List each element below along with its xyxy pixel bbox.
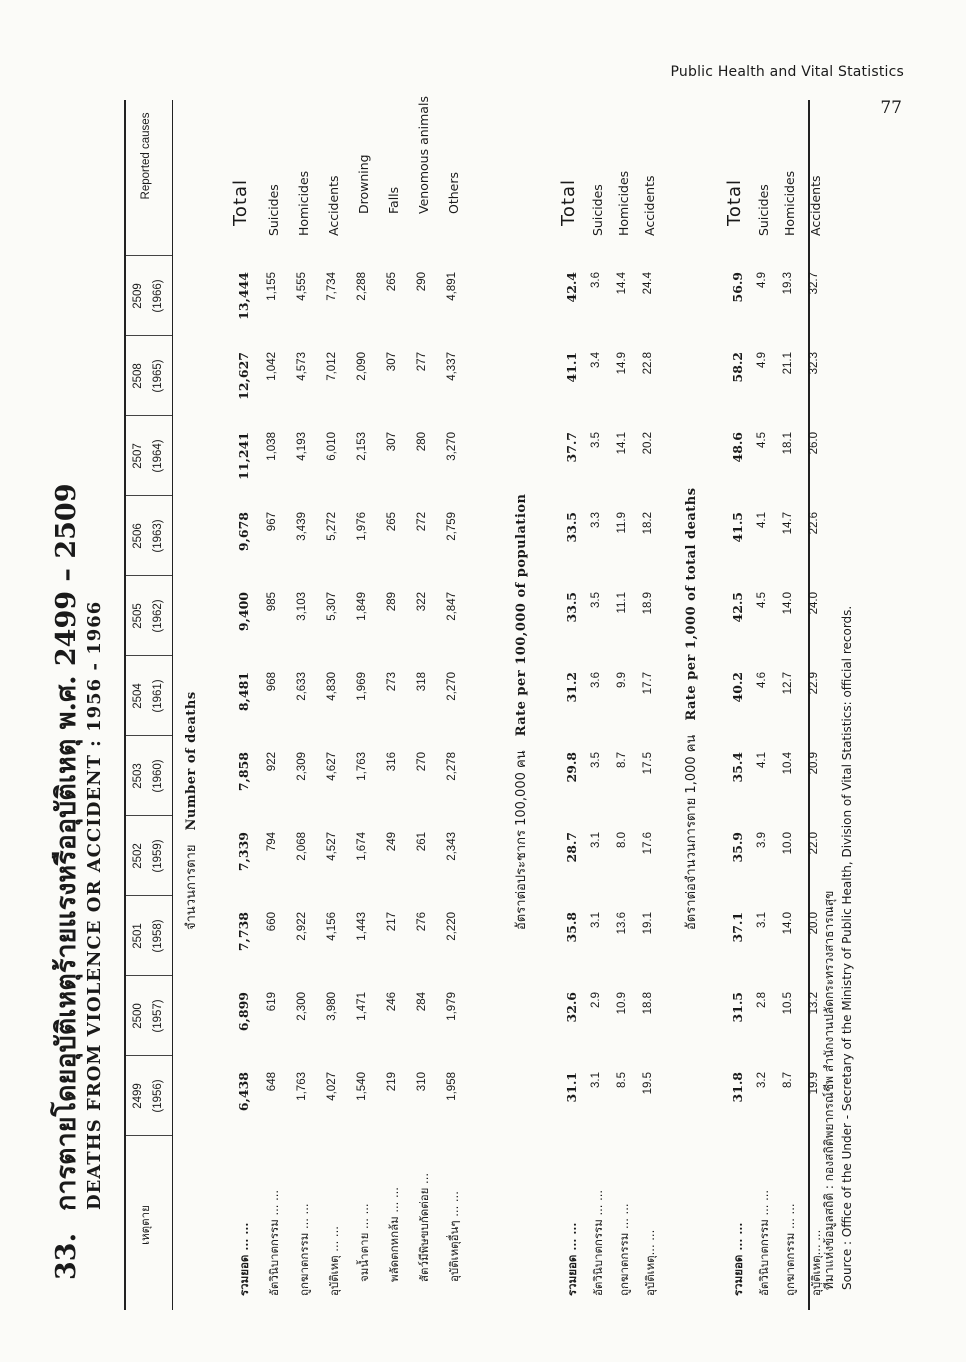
table-cell: 4,891: [446, 272, 458, 301]
table-cell: 2,153: [356, 432, 368, 461]
table-cell: 28.7: [564, 832, 579, 863]
table-cell: 7,738: [236, 912, 251, 952]
row-label-thai: รวมยอด ... ...: [565, 1222, 579, 1296]
year-header: 2509: [132, 283, 144, 309]
row-label-thai: อัตวินิบาตกรรม ... ...: [267, 1189, 281, 1296]
table-cell: 619: [266, 992, 278, 1012]
table-cell: 284: [416, 992, 428, 1012]
table-cell: 31.8: [730, 1072, 745, 1103]
table-cell: 2.9: [590, 992, 602, 1008]
table-cell: 2,343: [446, 832, 458, 861]
year-header-ad: (1960): [152, 759, 164, 793]
table-cell: 4.5: [756, 432, 768, 448]
row-label-english: Drowning: [356, 154, 371, 214]
table-cell: 18.1: [782, 432, 794, 455]
table-cell: 20.2: [642, 432, 654, 455]
table-cell: 1,849: [356, 592, 368, 621]
table-cell: 41.1: [564, 352, 579, 383]
table-cell: 48.6: [730, 432, 745, 463]
row-label-thai: พลัดตกหกล้ม ... ...: [387, 1187, 401, 1282]
table-cell: 11.9: [616, 512, 628, 534]
table-cell: 26.0: [808, 432, 820, 455]
table-cell: 1,540: [356, 1072, 368, 1101]
table-cell: 3.1: [590, 832, 602, 848]
table-cell: 21.1: [782, 352, 794, 375]
table-cell: 4,830: [326, 672, 338, 701]
row-label-english: Total: [558, 178, 579, 226]
table-cell: 4,555: [296, 272, 308, 301]
year-header: 2500: [132, 1003, 144, 1029]
table-cell: 648: [266, 1072, 278, 1092]
table-cell: 56.9: [730, 272, 745, 303]
table-cell: 1,763: [356, 752, 368, 781]
table-cell: 217: [386, 912, 398, 932]
table-cell: 6,010: [326, 432, 338, 461]
table-cell: 3.1: [590, 1072, 602, 1088]
table-cell: 270: [416, 752, 428, 772]
table-cell: 3,439: [296, 512, 308, 541]
table-cell: 18.9: [642, 592, 654, 615]
table-cell: 33.5: [564, 592, 579, 623]
table-cell: 310: [416, 1072, 428, 1092]
year-header: 2499: [132, 1083, 144, 1109]
table-cell: 19.5: [642, 1072, 654, 1095]
year-header-ad: (1958): [152, 919, 164, 953]
table-cell: 19.3: [782, 272, 794, 295]
table-cell: 31.5: [730, 992, 745, 1023]
row-label-thai: รวมยอด ... ...: [731, 1222, 745, 1296]
table-cell: 3.5: [590, 752, 602, 768]
table-cell: 273: [386, 672, 398, 692]
table-cell: 2,220: [446, 912, 458, 941]
table-cell: 14.0: [782, 592, 794, 615]
table-cell: 3.3: [590, 512, 602, 528]
table-cell: 3.2: [756, 1072, 768, 1088]
year-header-ad: (1963): [152, 519, 164, 553]
running-head: Public Health and Vital Statistics: [670, 64, 904, 80]
table-cell: 3.1: [756, 912, 768, 928]
row-label-english: Total: [230, 178, 251, 226]
table-cell: 42.4: [564, 272, 579, 303]
table-cell: 4,573: [296, 352, 308, 381]
section-title-english: Rate per 1,000 of total deaths: [684, 487, 699, 721]
table-cell: 31.1: [564, 1072, 579, 1103]
table-cell: 1,976: [356, 512, 368, 541]
row-label-english: Accidents: [808, 175, 823, 236]
row-label-english: Homicides: [616, 170, 631, 236]
section-title-thai: อัตราต่อจำนวนการตาย 1,000 คน: [684, 734, 699, 930]
table-cell: 307: [386, 352, 398, 372]
table-cell: 8.0: [616, 832, 628, 848]
table-cell: 3,103: [296, 592, 308, 621]
table-cell: 10.5: [782, 992, 794, 1015]
row-label-thai: อุบัติเหตุ... ...: [809, 1229, 823, 1296]
table-cell: 5,307: [326, 592, 338, 621]
table-cell: 24.4: [642, 272, 654, 295]
table-cell: 24.0: [808, 592, 820, 615]
row-label-thai: อุบัติเหตุ... ...: [643, 1229, 657, 1296]
table-cell: 265: [386, 272, 398, 292]
table-cell: 2,633: [296, 672, 308, 701]
table-cell: 3.5: [590, 432, 602, 448]
table-cell: 1,042: [266, 352, 278, 381]
section-title-thai: อัตราต่อประชากร 100,000 คน: [514, 750, 529, 930]
table-cell: 12.7: [782, 672, 794, 695]
table-cell: 17.7: [642, 672, 654, 695]
table-cell: 3.1: [590, 912, 602, 928]
table-cell: 265: [386, 512, 398, 532]
table-cell: 8.5: [616, 1072, 628, 1088]
table-cell: 35.4: [730, 752, 745, 783]
table-cell: 3.4: [590, 352, 602, 368]
table-cell: 3.5: [590, 592, 602, 608]
header-cause-thai: เหตุตาย: [140, 1205, 152, 1245]
table-cell: 967: [266, 512, 278, 532]
table-cell: 3,270: [446, 432, 458, 461]
year-header-ad: (1965): [152, 359, 164, 393]
table-cell: 660: [266, 912, 278, 932]
table-cell: 276: [416, 912, 428, 932]
table-cell: 4.9: [756, 272, 768, 288]
table-cell: 5,272: [326, 512, 338, 541]
table-cell: 7,858: [236, 752, 251, 792]
table-cell: 289: [386, 592, 398, 612]
row-label-thai: จมน้ำตาย ... ...: [357, 1203, 371, 1282]
table-cell: 1,674: [356, 832, 368, 861]
table-cell: 2,847: [446, 592, 458, 621]
row-label-thai: อุบัติเหตุอื่นๆ ... ...: [447, 1191, 461, 1282]
table-cell: 316: [386, 752, 398, 772]
year-header-ad: (1964): [152, 439, 164, 473]
row-label-thai: อัตวินิบาตกรรม ... ...: [591, 1189, 605, 1296]
table-cell: 2,288: [356, 272, 368, 301]
table-cell: 31.2: [564, 672, 579, 703]
year-header-ad: (1966): [152, 279, 164, 313]
table-cell: 10.4: [782, 752, 794, 775]
table-cell: 4.9: [756, 352, 768, 368]
table-cell: 8,481: [236, 672, 251, 712]
table-cell: 1,155: [266, 272, 278, 301]
table-cell: 22.8: [642, 352, 654, 375]
row-label-thai: ถูกฆาตกรรม ... ...: [617, 1203, 631, 1296]
table-cell: 261: [416, 832, 428, 852]
row-label-english: Venomous animals: [416, 96, 431, 214]
year-header: 2501: [132, 923, 144, 949]
table-cell: 19.9: [808, 1072, 820, 1095]
table-cell: 307: [386, 432, 398, 452]
table-cell: 1,958: [446, 1072, 458, 1101]
table-cell: 11,241: [236, 432, 251, 480]
row-label-thai: อุบัติเหตุ ... ...: [327, 1226, 341, 1296]
year-header: 2506: [132, 523, 144, 549]
table-cell: 280: [416, 432, 428, 452]
table-cell: 14.9: [616, 352, 628, 375]
table-cell: 4,156: [326, 912, 338, 941]
table-cell: 18.2: [642, 512, 654, 535]
table-cell: 29.8: [564, 752, 579, 783]
source-english: Source : Office of the Under - Secretary of the Ministry of Public Health, Division of Vital Statistics: official records.: [840, 605, 854, 1290]
table-cell: 2,270: [446, 672, 458, 701]
row-label-thai: อัตวินิบาตกรรม ... ...: [757, 1189, 771, 1296]
table-cell: 2,759: [446, 512, 458, 541]
table-cell: 4.1: [756, 512, 768, 528]
table-cell: 7,734: [326, 272, 338, 301]
row-label-english: Accidents: [326, 175, 341, 236]
table-cell: 4.6: [756, 672, 768, 688]
table-cell: 2,068: [296, 832, 308, 861]
year-header: 2507: [132, 443, 144, 469]
source-thai: ที่มาแห่งข้อมูลสถิติ : กองสถิติพยากรณ์ชีพ สำนักงานปลัดกระทรวงสาธารณสุข: [822, 890, 836, 1290]
table-cell: 318: [416, 672, 428, 692]
year-header-ad: (1956): [152, 1079, 164, 1113]
row-label-english: Accidents: [642, 175, 657, 236]
table-cell: 9.9: [616, 672, 628, 688]
table-cell: 1,969: [356, 672, 368, 701]
table-number: 33.: [51, 1233, 82, 1280]
table-cell: 22.6: [808, 512, 820, 535]
table-cell: 19.1: [642, 912, 654, 935]
table-cell: 922: [266, 752, 278, 772]
table-cell: 11.1: [616, 592, 628, 614]
row-label-english: Homicides: [296, 170, 311, 236]
table-cell: 4,193: [296, 432, 308, 461]
table-cell: 272: [416, 512, 428, 532]
table-cell: 6,438: [236, 1072, 251, 1112]
table-cell: 33.5: [564, 512, 579, 543]
table-cell: 8.7: [782, 1072, 794, 1088]
section-title-english: Rate per 100,000 of population: [514, 493, 529, 737]
row-label-english: Suicides: [590, 184, 605, 236]
table-title-thai: [44, 484, 87, 1280]
table-cell: 14.1: [616, 432, 628, 455]
table-cell: 42.5: [730, 592, 745, 623]
table-top-rule: [124, 100, 126, 1310]
year-header: 2502: [132, 843, 144, 869]
table-cell: 41.5: [730, 512, 745, 543]
table-cell: 3,980: [326, 992, 338, 1021]
table-cell: 1,979: [446, 992, 458, 1021]
table-cell: 1,763: [296, 1072, 308, 1101]
row-label-english: Suicides: [756, 184, 771, 236]
year-header: 2504: [132, 683, 144, 709]
table-cell: 968: [266, 672, 278, 692]
header-bottom-rule: [172, 100, 173, 1310]
table-cell: 4,027: [326, 1072, 338, 1101]
table-cell: 9,678: [236, 512, 251, 552]
table-cell: 2.8: [756, 992, 768, 1008]
row-label-thai: สัตว์มีพิษขบกัดต่อย ...: [417, 1172, 431, 1282]
table-title-english: DEATHS FROM VIOLENCE OR ACCIDENT : 1956 - 1966: [84, 600, 105, 1210]
table-cell: 1,443: [356, 912, 368, 941]
year-header-ad: (1957): [152, 999, 164, 1033]
table-cell: 14.0: [782, 912, 794, 935]
row-label-thai: ถูกฆาตกรรม ... ...: [783, 1203, 797, 1296]
row-label-thai: ถูกฆาตกรรม ... ...: [297, 1203, 311, 1296]
year-header-ad: (1962): [152, 599, 164, 633]
table-cell: 10.9: [616, 992, 628, 1015]
table-cell: 290: [416, 272, 428, 292]
table-cell: 322: [416, 592, 428, 612]
table-cell: 985: [266, 592, 278, 612]
table-cell: 32.7: [808, 272, 820, 295]
row-label-english: Others: [446, 171, 461, 214]
table-cell: 13.2: [808, 992, 820, 1015]
row-label-english: Total: [724, 178, 745, 226]
section-heading: [680, 487, 701, 930]
table-cell: 4.1: [756, 752, 768, 768]
table-cell: 18.8: [642, 992, 654, 1015]
table-cell: 20.9: [808, 752, 820, 775]
section-heading: [180, 691, 201, 930]
table-cell: 37.7: [564, 432, 579, 463]
table-cell: 1,038: [266, 432, 278, 461]
table-cell: 14.4: [616, 272, 628, 295]
table-cell: 22.9: [808, 672, 820, 695]
table-cell: 32.6: [564, 992, 579, 1023]
table-cell: 2,278: [446, 752, 458, 781]
table-cell: 58.2: [730, 352, 745, 383]
table-cell: 277: [416, 352, 428, 372]
table-cell: 10.0: [782, 832, 794, 855]
row-label-english: Suicides: [266, 184, 281, 236]
table-cell: 35.8: [564, 912, 579, 943]
year-header-ad: (1959): [152, 839, 164, 873]
table-cell: 1,471: [356, 992, 368, 1021]
table-cell: 37.1: [730, 912, 745, 943]
table-cell: 2,309: [296, 752, 308, 781]
year-header: 2508: [132, 363, 144, 389]
table-cell: 794: [266, 832, 278, 852]
header-cause-english: Reported causes: [140, 112, 152, 200]
table-cell: 20.0: [808, 912, 820, 935]
table-cell: 13,444: [236, 272, 251, 320]
table-cell: 32.3: [808, 352, 820, 375]
table-cell: 22.0: [808, 832, 820, 855]
table-cell: 3.6: [590, 272, 602, 288]
table-cell: 8.7: [616, 752, 628, 768]
table-cell: 219: [386, 1072, 398, 1092]
section-title-thai: จำนวนการตาย: [184, 844, 199, 930]
table-cell: 2,922: [296, 912, 308, 941]
row-label-thai: รวมยอด ... ...: [237, 1222, 251, 1296]
table-cell: 13.6: [616, 912, 628, 935]
table-cell: 7,012: [326, 352, 338, 381]
table-cell: 249: [386, 832, 398, 852]
rotated-table-page: [40, 90, 870, 1310]
table-cell: 17.5: [642, 752, 654, 775]
table-cell: 2,090: [356, 352, 368, 381]
row-label-english: Homicides: [782, 170, 797, 236]
table-cell: 2,300: [296, 992, 308, 1021]
table-cell: 40.2: [730, 672, 745, 703]
title-thai-text: การตายโดยอุบัติเหตุร้ายแรงหรืออุบัติเหตุ พ.ศ. 2499 – 2509: [51, 483, 82, 1212]
table-cell: 6,899: [236, 992, 251, 1032]
section-title-english: Number of deaths: [184, 691, 199, 831]
table-cell: 4,337: [446, 352, 458, 381]
table-cell: 3.9: [756, 832, 768, 848]
page-number: 77: [880, 98, 902, 118]
table-cell: 9,400: [236, 592, 251, 632]
row-label-english: Falls: [386, 186, 401, 214]
table-cell: 246: [386, 992, 398, 1012]
section-heading: [510, 494, 531, 931]
table-cell: 14.7: [782, 512, 794, 535]
table-cell: 17.6: [642, 832, 654, 855]
year-header: 2503: [132, 763, 144, 789]
table-cell: 35.9: [730, 832, 745, 863]
table-cell: 12,627: [236, 352, 251, 400]
table-cell: 4.5: [756, 592, 768, 608]
year-header-ad: (1961): [152, 679, 164, 713]
table-cell: 7,339: [236, 832, 251, 872]
table-cell: 3.6: [590, 672, 602, 688]
table-cell: 4,627: [326, 752, 338, 781]
year-header: 2505: [132, 603, 144, 629]
table-cell: 4,527: [326, 832, 338, 861]
